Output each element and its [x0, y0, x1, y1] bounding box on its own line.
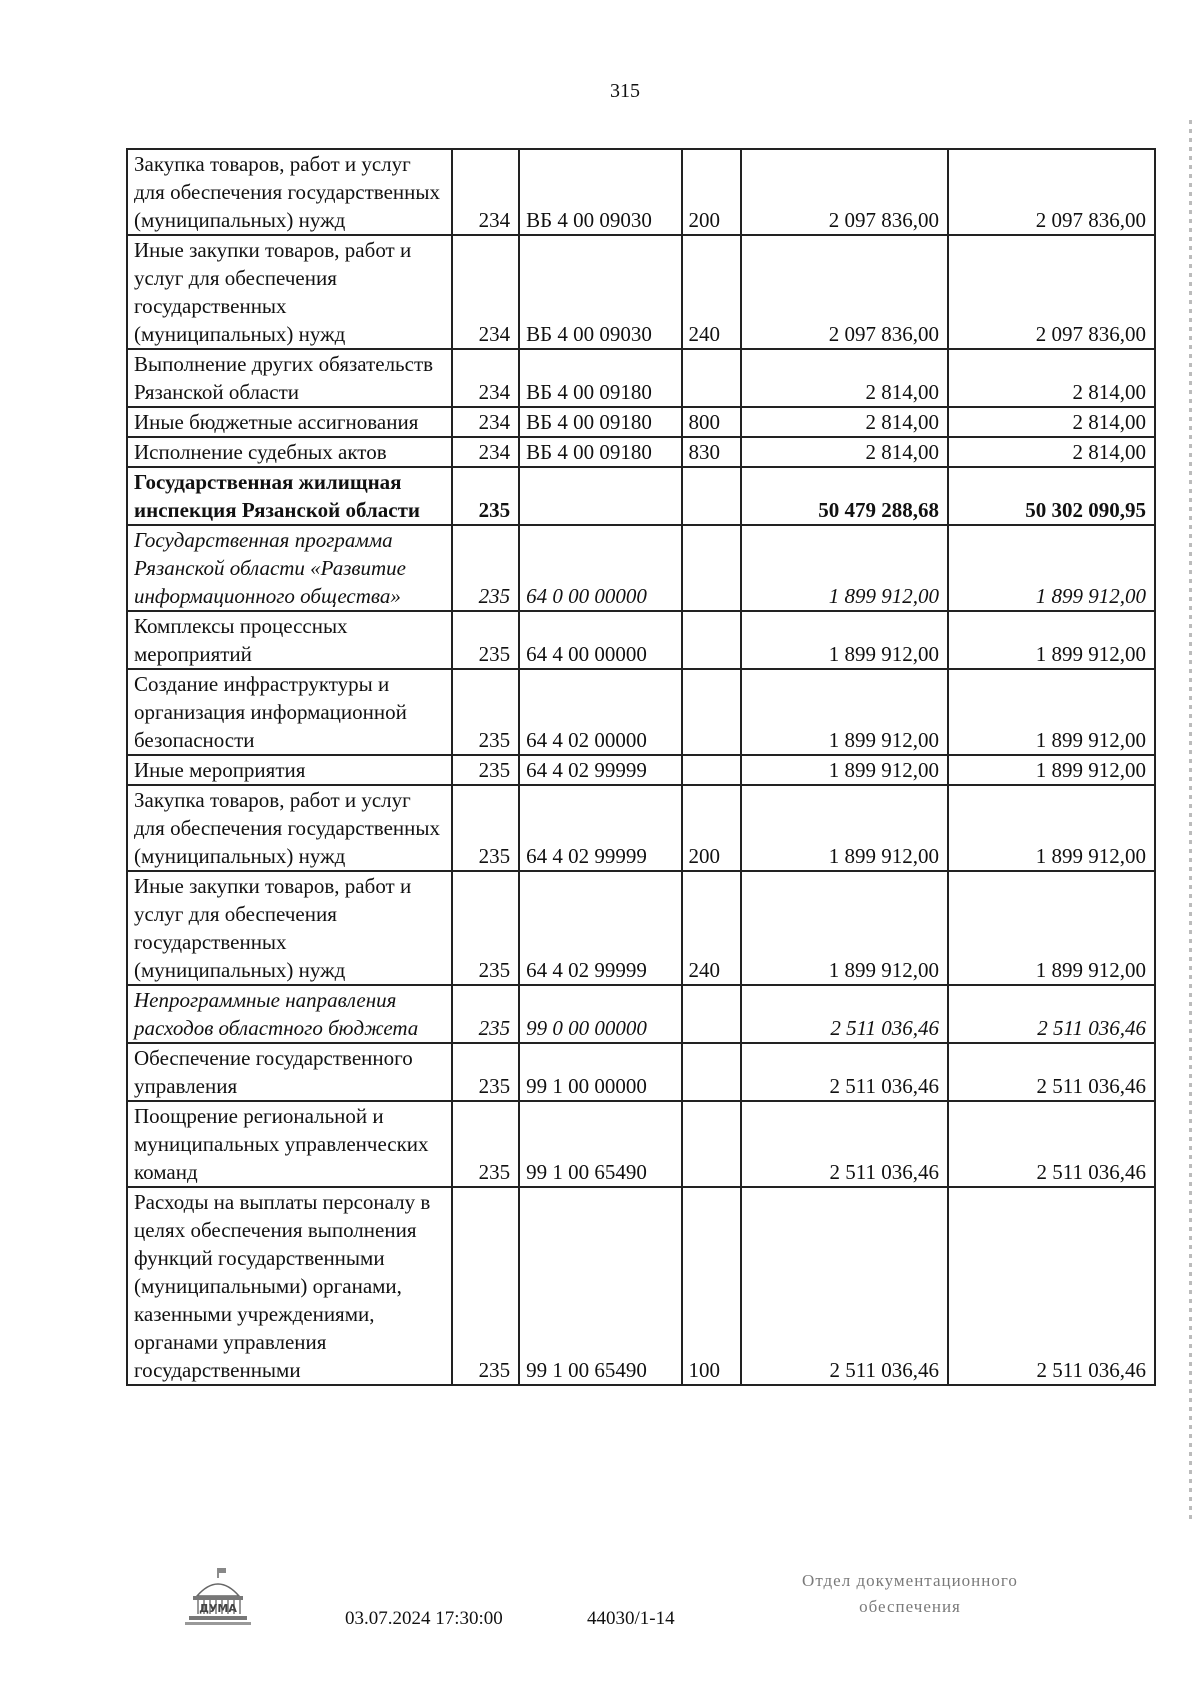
row-sum-2025-cell: 1 899 912,00: [948, 871, 1155, 985]
row-code-cell: 64 4 02 99999: [519, 755, 681, 785]
row-ministry-cell: 234: [452, 437, 519, 467]
row-sum-2024-cell: 2 814,00: [741, 349, 948, 407]
row-name-cell: Закупка товаров, работ и услуг для обеспечения государственных (муниципальных) нужд: [127, 785, 452, 871]
row-sum-2024-cell: 1 899 912,00: [741, 755, 948, 785]
row-expense-type-cell: 100: [682, 1187, 742, 1385]
row-code-cell: ВБ 4 00 09180: [519, 407, 681, 437]
row-ministry-cell: 235: [452, 1187, 519, 1385]
row-code-cell: 99 0 00 00000: [519, 985, 681, 1043]
table-row: [127, 1187, 1155, 1385]
row-ministry-cell: 234: [452, 149, 519, 235]
row-sum-2025-cell: 2 097 836,00: [948, 235, 1155, 349]
department-stamp: [760, 1568, 1060, 1620]
table-row: [127, 985, 1155, 1043]
row-expense-type-cell: [682, 669, 742, 755]
row-expense-type-cell: 830: [682, 437, 742, 467]
row-expense-type-cell: 200: [682, 785, 742, 871]
row-sum-2025-cell: 1 899 912,00: [948, 611, 1155, 669]
row-ministry-cell: 235: [452, 1101, 519, 1187]
row-name-cell: Комплексы процессных мероприятий: [127, 611, 452, 669]
row-ministry-cell: 235: [452, 755, 519, 785]
footer-doc-number: 44030/1-14: [587, 1608, 675, 1629]
row-sum-2024-cell: 2 097 836,00: [741, 149, 948, 235]
row-sum-2025-cell: 1 899 912,00: [948, 785, 1155, 871]
row-name-cell: Иные мероприятия: [127, 755, 452, 785]
row-sum-2024-cell: 1 899 912,00: [741, 871, 948, 985]
row-name-cell: Государственная жилищная инспекция Рязанской области: [127, 467, 452, 525]
table-row: [127, 525, 1155, 611]
row-sum-2025-cell: 1 899 912,00: [948, 525, 1155, 611]
row-sum-2025-cell: 2 814,00: [948, 437, 1155, 467]
scan-edge-artifact: [1189, 120, 1192, 1520]
row-expense-type-cell: 240: [682, 871, 742, 985]
row-sum-2025-cell: 2 814,00: [948, 407, 1155, 437]
table-row: [127, 149, 1155, 235]
row-expense-type-cell: [682, 755, 742, 785]
row-ministry-cell: 235: [452, 871, 519, 985]
row-ministry-cell: 235: [452, 785, 519, 871]
table-row: [127, 669, 1155, 755]
row-code-cell: ВБ 4 00 09030: [519, 149, 681, 235]
row-code-cell: 99 1 00 65490: [519, 1101, 681, 1187]
table-row: [127, 1043, 1155, 1101]
row-name-cell: Создание инфраструктуры и организация информационной безопасности: [127, 669, 452, 755]
table-row: [127, 611, 1155, 669]
row-code-cell: ВБ 4 00 09180: [519, 349, 681, 407]
row-expense-type-cell: [682, 1043, 742, 1101]
row-sum-2025-cell: 2 097 836,00: [948, 149, 1155, 235]
table-row: [127, 467, 1155, 525]
row-sum-2024-cell: 2 097 836,00: [741, 235, 948, 349]
row-expense-type-cell: [682, 1101, 742, 1187]
row-name-cell: Иные закупки товаров, работ и услуг для обеспечения государственных (муниципальных) нужд: [127, 871, 452, 985]
page-number: 315: [610, 80, 640, 102]
row-name-cell: Поощрение региональной и муниципальных управленческих команд: [127, 1101, 452, 1187]
row-name-cell: Непрограммные направления расходов областного бюджета: [127, 985, 452, 1043]
row-name-cell: Обеспечение государственного управления: [127, 1043, 452, 1101]
row-expense-type-cell: 240: [682, 235, 742, 349]
row-code-cell: 64 0 00 00000: [519, 525, 681, 611]
row-ministry-cell: 235: [452, 611, 519, 669]
row-ministry-cell: 234: [452, 407, 519, 437]
row-sum-2024-cell: 2 814,00: [741, 407, 948, 437]
table-row: [127, 235, 1155, 349]
row-ministry-cell: 235: [452, 467, 519, 525]
row-name-cell: Государственная программа Рязанской области «Развитие информационного общества»: [127, 525, 452, 611]
row-sum-2024-cell: 1 899 912,00: [741, 669, 948, 755]
duma-building-icon: [183, 1566, 253, 1630]
stamp-line-1: Отдел документационного: [802, 1571, 1018, 1590]
row-sum-2024-cell: 1 899 912,00: [741, 611, 948, 669]
row-sum-2025-cell: 1 899 912,00: [948, 669, 1155, 755]
row-sum-2024-cell: 2 511 036,46: [741, 1043, 948, 1101]
row-sum-2024-cell: 1 899 912,00: [741, 525, 948, 611]
row-sum-2024-cell: 50 479 288,68: [741, 467, 948, 525]
row-expense-type-cell: [682, 611, 742, 669]
row-name-cell: Расходы на выплаты персоналу в целях обеспечения выполнения функций государственными (муниципальными) органами, казенными учреждениями, органами управления государственными: [127, 1187, 452, 1385]
footer-datetime: 03.07.2024 17:30:00: [345, 1608, 503, 1629]
row-ministry-cell: 235: [452, 525, 519, 611]
budget-table-body: [127, 149, 1155, 1385]
row-sum-2025-cell: 2 511 036,46: [948, 1187, 1155, 1385]
row-code-cell: 99 1 00 65490: [519, 1187, 681, 1385]
row-code-cell: 64 4 02 00000: [519, 669, 681, 755]
row-sum-2024-cell: 2 511 036,46: [741, 985, 948, 1043]
row-code-cell: 64 4 02 99999: [519, 871, 681, 985]
table-row: [127, 871, 1155, 985]
row-code-cell: 64 4 02 99999: [519, 785, 681, 871]
row-sum-2025-cell: 1 899 912,00: [948, 755, 1155, 785]
row-code-cell: ВБ 4 00 09030: [519, 235, 681, 349]
row-name-cell: Исполнение судебных актов: [127, 437, 452, 467]
row-sum-2024-cell: 2 814,00: [741, 437, 948, 467]
row-sum-2024-cell: 2 511 036,46: [741, 1187, 948, 1385]
table-row: [127, 437, 1155, 467]
row-sum-2024-cell: 1 899 912,00: [741, 785, 948, 871]
row-expense-type-cell: 800: [682, 407, 742, 437]
row-expense-type-cell: [682, 525, 742, 611]
row-name-cell: Иные бюджетные ассигнования: [127, 407, 452, 437]
logo-text: ДУМА: [199, 1602, 237, 1615]
row-sum-2024-cell: 2 511 036,46: [741, 1101, 948, 1187]
table-row: [127, 755, 1155, 785]
row-sum-2025-cell: 2 814,00: [948, 349, 1155, 407]
row-code-cell: [519, 467, 681, 525]
row-ministry-cell: 235: [452, 669, 519, 755]
table-row: [127, 785, 1155, 871]
row-ministry-cell: 234: [452, 235, 519, 349]
row-sum-2025-cell: 2 511 036,46: [948, 1043, 1155, 1101]
row-expense-type-cell: [682, 349, 742, 407]
row-expense-type-cell: [682, 467, 742, 525]
table-row: [127, 1101, 1155, 1187]
row-expense-type-cell: 200: [682, 149, 742, 235]
row-code-cell: ВБ 4 00 09180: [519, 437, 681, 467]
row-code-cell: 99 1 00 00000: [519, 1043, 681, 1101]
row-name-cell: Закупка товаров, работ и услуг для обеспечения государственных (муниципальных) нужд: [127, 149, 452, 235]
row-ministry-cell: 235: [452, 1043, 519, 1101]
row-code-cell: 64 4 00 00000: [519, 611, 681, 669]
row-ministry-cell: 235: [452, 985, 519, 1043]
row-sum-2025-cell: 2 511 036,46: [948, 985, 1155, 1043]
table-row: [127, 349, 1155, 407]
row-sum-2025-cell: 2 511 036,46: [948, 1101, 1155, 1187]
row-ministry-cell: 234: [452, 349, 519, 407]
row-name-cell: Иные закупки товаров, работ и услуг для обеспечения государственных (муниципальных) нужд: [127, 235, 452, 349]
stamp-line-2: обеспечения: [859, 1597, 961, 1616]
table-row: [127, 407, 1155, 437]
row-name-cell: Выполнение других обязательств Рязанской области: [127, 349, 452, 407]
row-sum-2025-cell: 50 302 090,95: [948, 467, 1155, 525]
row-expense-type-cell: [682, 985, 742, 1043]
budget-table: [126, 148, 1156, 1386]
